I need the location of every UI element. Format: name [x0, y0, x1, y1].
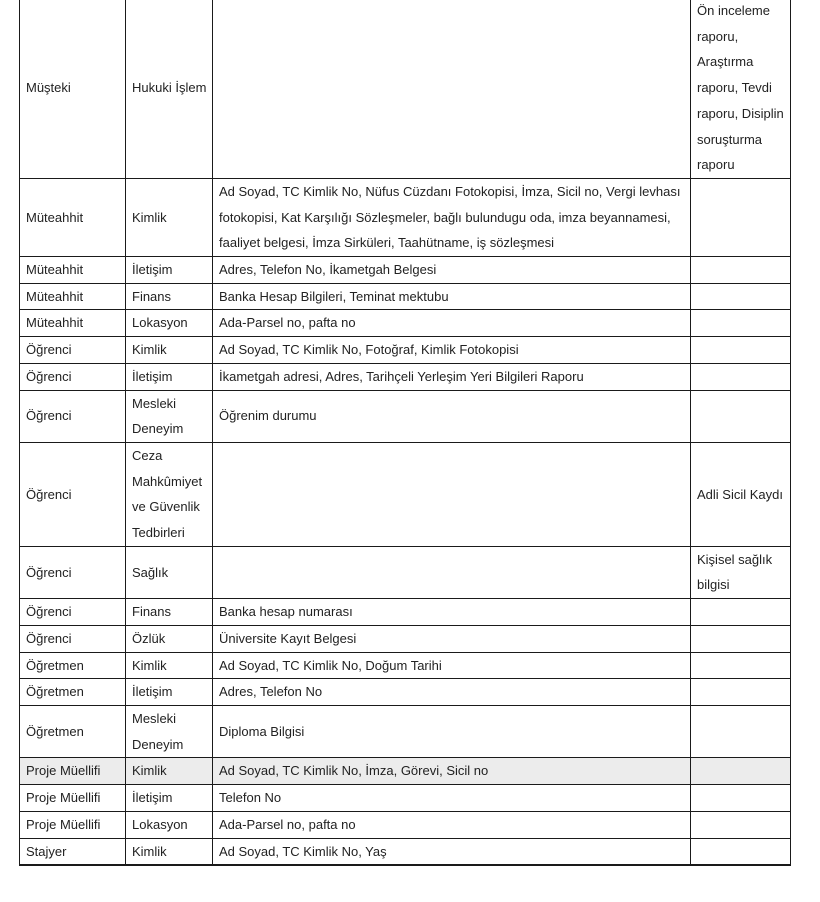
data-category-cell — [126, 865, 213, 866]
cell-text: Öğrenci — [26, 486, 72, 502]
cell-text: Finans — [132, 288, 172, 304]
cell-text: Kimlik — [132, 342, 167, 358]
data-subject-cell — [20, 546, 126, 598]
data-category-cell — [126, 442, 213, 546]
personal-data-cell — [213, 178, 691, 256]
cell-text: Öğrenim durumu — [219, 408, 317, 424]
table-row — [20, 625, 791, 652]
data-subject-cell — [20, 838, 126, 865]
data-category-cell — [126, 599, 213, 626]
cell-text: Ad Soyad, TC Kimlik No, Doğum Tarihi — [219, 657, 442, 673]
special-data-cell — [691, 442, 791, 546]
cell-text: Müteahhit — [26, 315, 84, 331]
table-row — [20, 865, 791, 866]
table-row — [20, 652, 791, 679]
special-data-cell — [691, 705, 791, 757]
data-category-cell — [126, 0, 213, 178]
special-data-cell — [691, 652, 791, 679]
cell-text: İkametgah adresi, Adres, Tarihçeli Yerleşim Yeri Bilgileri Raporu — [219, 368, 584, 384]
data-category-cell — [126, 652, 213, 679]
cell-text: Öğretmen — [26, 723, 84, 739]
data-subject-cell — [20, 310, 126, 337]
cell-text: Lokasyon — [132, 816, 188, 832]
special-data-cell — [691, 865, 791, 866]
cell-text: Öğretmen — [26, 684, 84, 700]
cell-text: Öğrenci — [26, 630, 72, 646]
data-category-cell — [126, 390, 213, 442]
data-subject-cell — [20, 599, 126, 626]
personal-data-cell — [213, 838, 691, 865]
cell-text: Öğrenci — [26, 368, 72, 384]
special-data-cell — [691, 546, 791, 598]
cell-text: Stajyer — [26, 843, 67, 859]
table-row — [20, 442, 791, 546]
cell-text: Kimlik — [132, 843, 167, 859]
data-subject-cell — [20, 337, 126, 364]
data-category-cell — [126, 679, 213, 706]
special-data-cell — [691, 758, 791, 785]
data-category-cell — [126, 310, 213, 337]
data-category-cell — [126, 811, 213, 838]
table-row — [20, 283, 791, 310]
cell-text: Banka hesap numarası — [219, 604, 353, 620]
cell-text: Kişisel sağlık bilgisi — [697, 551, 773, 593]
table-row — [20, 546, 791, 598]
personal-data-cell — [213, 679, 691, 706]
personal-data-cell — [213, 0, 691, 178]
cell-text: Ada-Parsel no, pafta no — [219, 315, 356, 331]
data-category-cell — [126, 705, 213, 757]
data-subject-cell — [20, 705, 126, 757]
table-row — [20, 599, 791, 626]
cell-text: Kimlik — [132, 763, 167, 779]
cell-text: Sağlık — [132, 564, 169, 580]
data-category-cell — [126, 625, 213, 652]
data-subject-cell — [20, 178, 126, 256]
special-data-cell — [691, 283, 791, 310]
personal-data-cell — [213, 390, 691, 442]
cell-text: Öğrenci — [26, 342, 72, 358]
special-data-cell — [691, 363, 791, 390]
data-subject-cell — [20, 652, 126, 679]
personal-data-cell — [213, 310, 691, 337]
special-data-cell — [691, 337, 791, 364]
cell-text: Finans — [132, 604, 172, 620]
cell-text: Kimlik — [132, 657, 167, 673]
cell-text: Diploma Bilgisi — [219, 723, 305, 739]
personal-data-cell — [213, 546, 691, 598]
table-row — [20, 0, 791, 178]
personal-data-cell — [213, 363, 691, 390]
data-category-cell — [126, 337, 213, 364]
data-category-cell — [126, 785, 213, 812]
data-category-cell — [126, 178, 213, 256]
data-subject-cell — [20, 363, 126, 390]
cell-text: Ön inceleme raporu, Araştırma raporu, Tevdi raporu, Disiplin soruşturma raporu — [697, 3, 784, 173]
special-data-cell — [691, 785, 791, 812]
special-data-cell — [691, 679, 791, 706]
cell-text: Özlük — [132, 630, 166, 646]
cell-text: Öğrenci — [26, 564, 72, 580]
data-subject-cell — [20, 283, 126, 310]
special-data-cell — [691, 257, 791, 284]
table-row — [20, 758, 791, 785]
table-row — [20, 337, 791, 364]
data-subject-cell — [20, 785, 126, 812]
special-data-cell — [691, 310, 791, 337]
personal-data-cell — [213, 705, 691, 757]
data-subject-cell — [20, 679, 126, 706]
personal-data-cell — [213, 758, 691, 785]
data-subject-cell — [20, 811, 126, 838]
data-category-cell — [126, 363, 213, 390]
cell-text: Müteahhit — [26, 262, 84, 278]
cell-text: Öğrenci — [26, 604, 72, 620]
table-body — [20, 0, 791, 866]
table-row — [20, 363, 791, 390]
cell-text: Ada-Parsel no, pafta no — [219, 816, 356, 832]
cell-text: Proje Müellifi — [26, 816, 101, 832]
cell-text: Ad Soyad, TC Kimlik No, Yaş — [219, 843, 387, 859]
cell-text: Telefon No — [219, 790, 282, 806]
data-subject-cell — [20, 390, 126, 442]
cell-text: Adli Sicil Kaydı — [697, 486, 783, 502]
personal-data-cell — [213, 865, 691, 866]
cell-text: Proje Müellifi — [26, 790, 101, 806]
special-data-cell — [691, 811, 791, 838]
table-row — [20, 178, 791, 256]
cell-text: Adres, Telefon No, İkametgah Belgesi — [219, 262, 437, 278]
data-subject-cell — [20, 257, 126, 284]
table-row — [20, 785, 791, 812]
special-data-cell — [691, 599, 791, 626]
cell-text: Banka Hesap Bilgileri, Teminat mektubu — [219, 288, 449, 304]
cell-text: Üniversite Kayıt Belgesi — [219, 630, 357, 646]
cell-text: Mesleki Deneyim — [132, 395, 184, 437]
cell-text: Lokasyon — [132, 315, 188, 331]
cell-text: Ad Soyad, TC Kimlik No, Fotoğraf, Kimlik Fotokopisi — [219, 342, 519, 358]
cell-text: Mesleki Deneyim — [132, 710, 184, 752]
personal-data-cell — [213, 283, 691, 310]
special-data-cell — [691, 178, 791, 256]
personal-data-cell — [213, 652, 691, 679]
cell-text: Müşteki — [26, 80, 71, 96]
cell-text: Müteahhit — [26, 209, 84, 225]
personal-data-cell — [213, 811, 691, 838]
cell-text: İletişim — [132, 790, 173, 806]
table-row — [20, 705, 791, 757]
table-row — [20, 310, 791, 337]
cell-text: Öğretmen — [26, 657, 84, 673]
personal-data-cell — [213, 599, 691, 626]
table-row — [20, 811, 791, 838]
data-subject-cell — [20, 0, 126, 178]
data-category-cell — [126, 546, 213, 598]
cell-text: Hukuki İşlem — [132, 80, 207, 96]
table-row — [20, 390, 791, 442]
data-subject-cell — [20, 442, 126, 546]
cell-text: İletişim — [132, 368, 173, 384]
cell-text: Proje Müellifi — [26, 763, 101, 779]
cell-text: Kimlik — [132, 209, 167, 225]
personal-data-cell — [213, 442, 691, 546]
cell-text: Ad Soyad, TC Kimlik No, Nüfus Cüzdanı Fotokopisi, İmza, Sicil no, Vergi levhası fotokopisi, Kat Karşılığı Sözleşmeler, bağlı bulundugu oda, imza beyannamesi, faaliyet belgesi, İmza Sirküleri, Taahütname, iş sözleşmesi — [219, 183, 681, 251]
cell-text: Ad Soyad, TC Kimlik No, İmza, Görevi, Sicil no — [219, 763, 489, 779]
personal-data-cell — [213, 625, 691, 652]
data-category-cell — [126, 257, 213, 284]
personal-data-table — [19, 0, 791, 866]
data-category-cell — [126, 758, 213, 785]
table-row — [20, 838, 791, 865]
data-subject-cell — [20, 758, 126, 785]
cell-text: Müteahhit — [26, 288, 84, 304]
cell-text: Öğrenci — [26, 408, 72, 424]
data-category-cell — [126, 838, 213, 865]
cell-text: Adres, Telefon No — [219, 684, 323, 700]
cell-text: Ceza Mahkûmiyet ve Güvenlik Tedbirleri — [132, 447, 203, 541]
special-data-cell — [691, 0, 791, 178]
data-category-cell — [126, 283, 213, 310]
cell-text: İletişim — [132, 262, 173, 278]
personal-data-cell — [213, 257, 691, 284]
cell-text: İletişim — [132, 684, 173, 700]
personal-data-cell — [213, 785, 691, 812]
special-data-cell — [691, 625, 791, 652]
data-subject-cell — [20, 625, 126, 652]
data-subject-cell — [20, 865, 126, 866]
special-data-cell — [691, 390, 791, 442]
special-data-cell — [691, 838, 791, 865]
table-row — [20, 679, 791, 706]
personal-data-cell — [213, 337, 691, 364]
data-table-container — [19, 0, 791, 866]
table-row — [20, 257, 791, 284]
